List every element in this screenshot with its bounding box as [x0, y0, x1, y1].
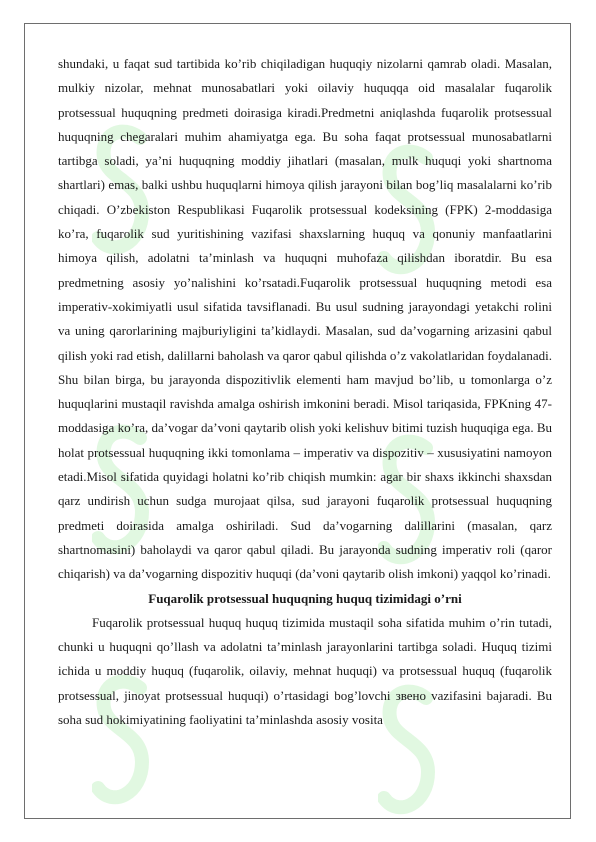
body-paragraph: shundaki, u faqat sud tartibida ko’rib chiqiladigan huquqiy nizolarni qamrab oladi. Masalan, mulkiy nizolar, mehnat munosabatlari yoki oilaviy huquqqa oid masalalar fuqarolik protsessual huquqning predmeti doirasiga kiradi.Predmetni aniqlashda fuqarolik protsessual huquqning chegaralari muhim ahamiyatga ega. Bu soha faqat protsessual munosabatlarni tartibga soladi, ya’ni huquqning moddiy jihatlari (masalan, mulk huquqi yoki shartnoma shartlari) emas, balki ushbu huquqlarni himoya qilish jarayoni bilan bog’liq masalalarni ko’rib chiqadi. O’zbekiston Respublikasi Fuqarolik protsessual kodeksining (FPK) 2-moddasiga ko’ra, fuqarolik sud yuritishining vazifasi shaxslarning huquq va qonuniy manfaatlarini himoya qilish, adolatni ta’minlash va huquqni muhofaza qilishdan iboratdir. Bu esa predmetning asosiy yo’nalishini ko’rsatadi.Fuqarolik protsessual huquqning metodi esa imperativ-xokimiyatli usul sifatida tavsiflanadi. Bu usul sudning jarayondagi yetakchi rolini va uning qarorlarining majburiyligini ta’kidlaydi. Masalan, sud da’vogarning arizasini qabul qilish yoki rad etish, dalillarni baholash va qaror qabul qilishda o’z vakolatlaridan foydalanadi. Shu bilan birga, bu jarayonda dispozitivlik elementi ham mavjud bo’lib, u tomonlarga o’z huquqlarini mustaqil ravishda amalga oshirish imkonini beradi. Misol tariqasida, FPKning 47-moddasiga ko’ra, da’vogar da’voni qaytarib olish yoki kelishuv bitimi tuzish huquqiga ega. Bu holat protsessual huquqning ikki tomonlama – imperativ va dispozitiv – xususiyatini namoyon etadi.Misol sifatida quyidagi holatni ko’rib chiqish mumkin: agar bir shaxs ikkinchi shaxsdan qarz undirish uchun sudga murojaat qilsa, sud jarayoni fuqarolik protsessual huquqning predmeti doirasida amalga oshiriladi. Sud da’vogarning dalillarini (masalan, qarz shartnomasini) baholaydi va qaror qabul qiladi. Bu jarayonda sudning imperativ roli (qaror chiqarish) va da’vogarning dispozitiv huquqi (da’voni qaytarib olish imkoni) yaqqol ko’rinadi. — [58, 56, 552, 582]
section-heading: Fuqarolik protsessual huquqning huquq tizimidagi o’rni — [148, 590, 462, 606]
document-body — [58, 52, 552, 732]
body-paragraph: Fuqarolik protsessual huquq huquq tizimida mustaqil soha sifatida muhim o’rin tutadi, chunki u huquqni qo’llash va adolatni ta’minlash jarayonlarini tartibga soladi. Huquq tizimi ichida u moddiy huquq (fuqarolik, oilaviy, mehnat huquqi) va protsessual huquq (fuqarolik protsessual, jinoyat protsessual huquqi) o’rtasidagi bog’lovchi звено vazifasini bajaradi. Bu soha sud hokimiyatining faoliyatini ta’minlashda asosiy vosita — [58, 614, 552, 728]
